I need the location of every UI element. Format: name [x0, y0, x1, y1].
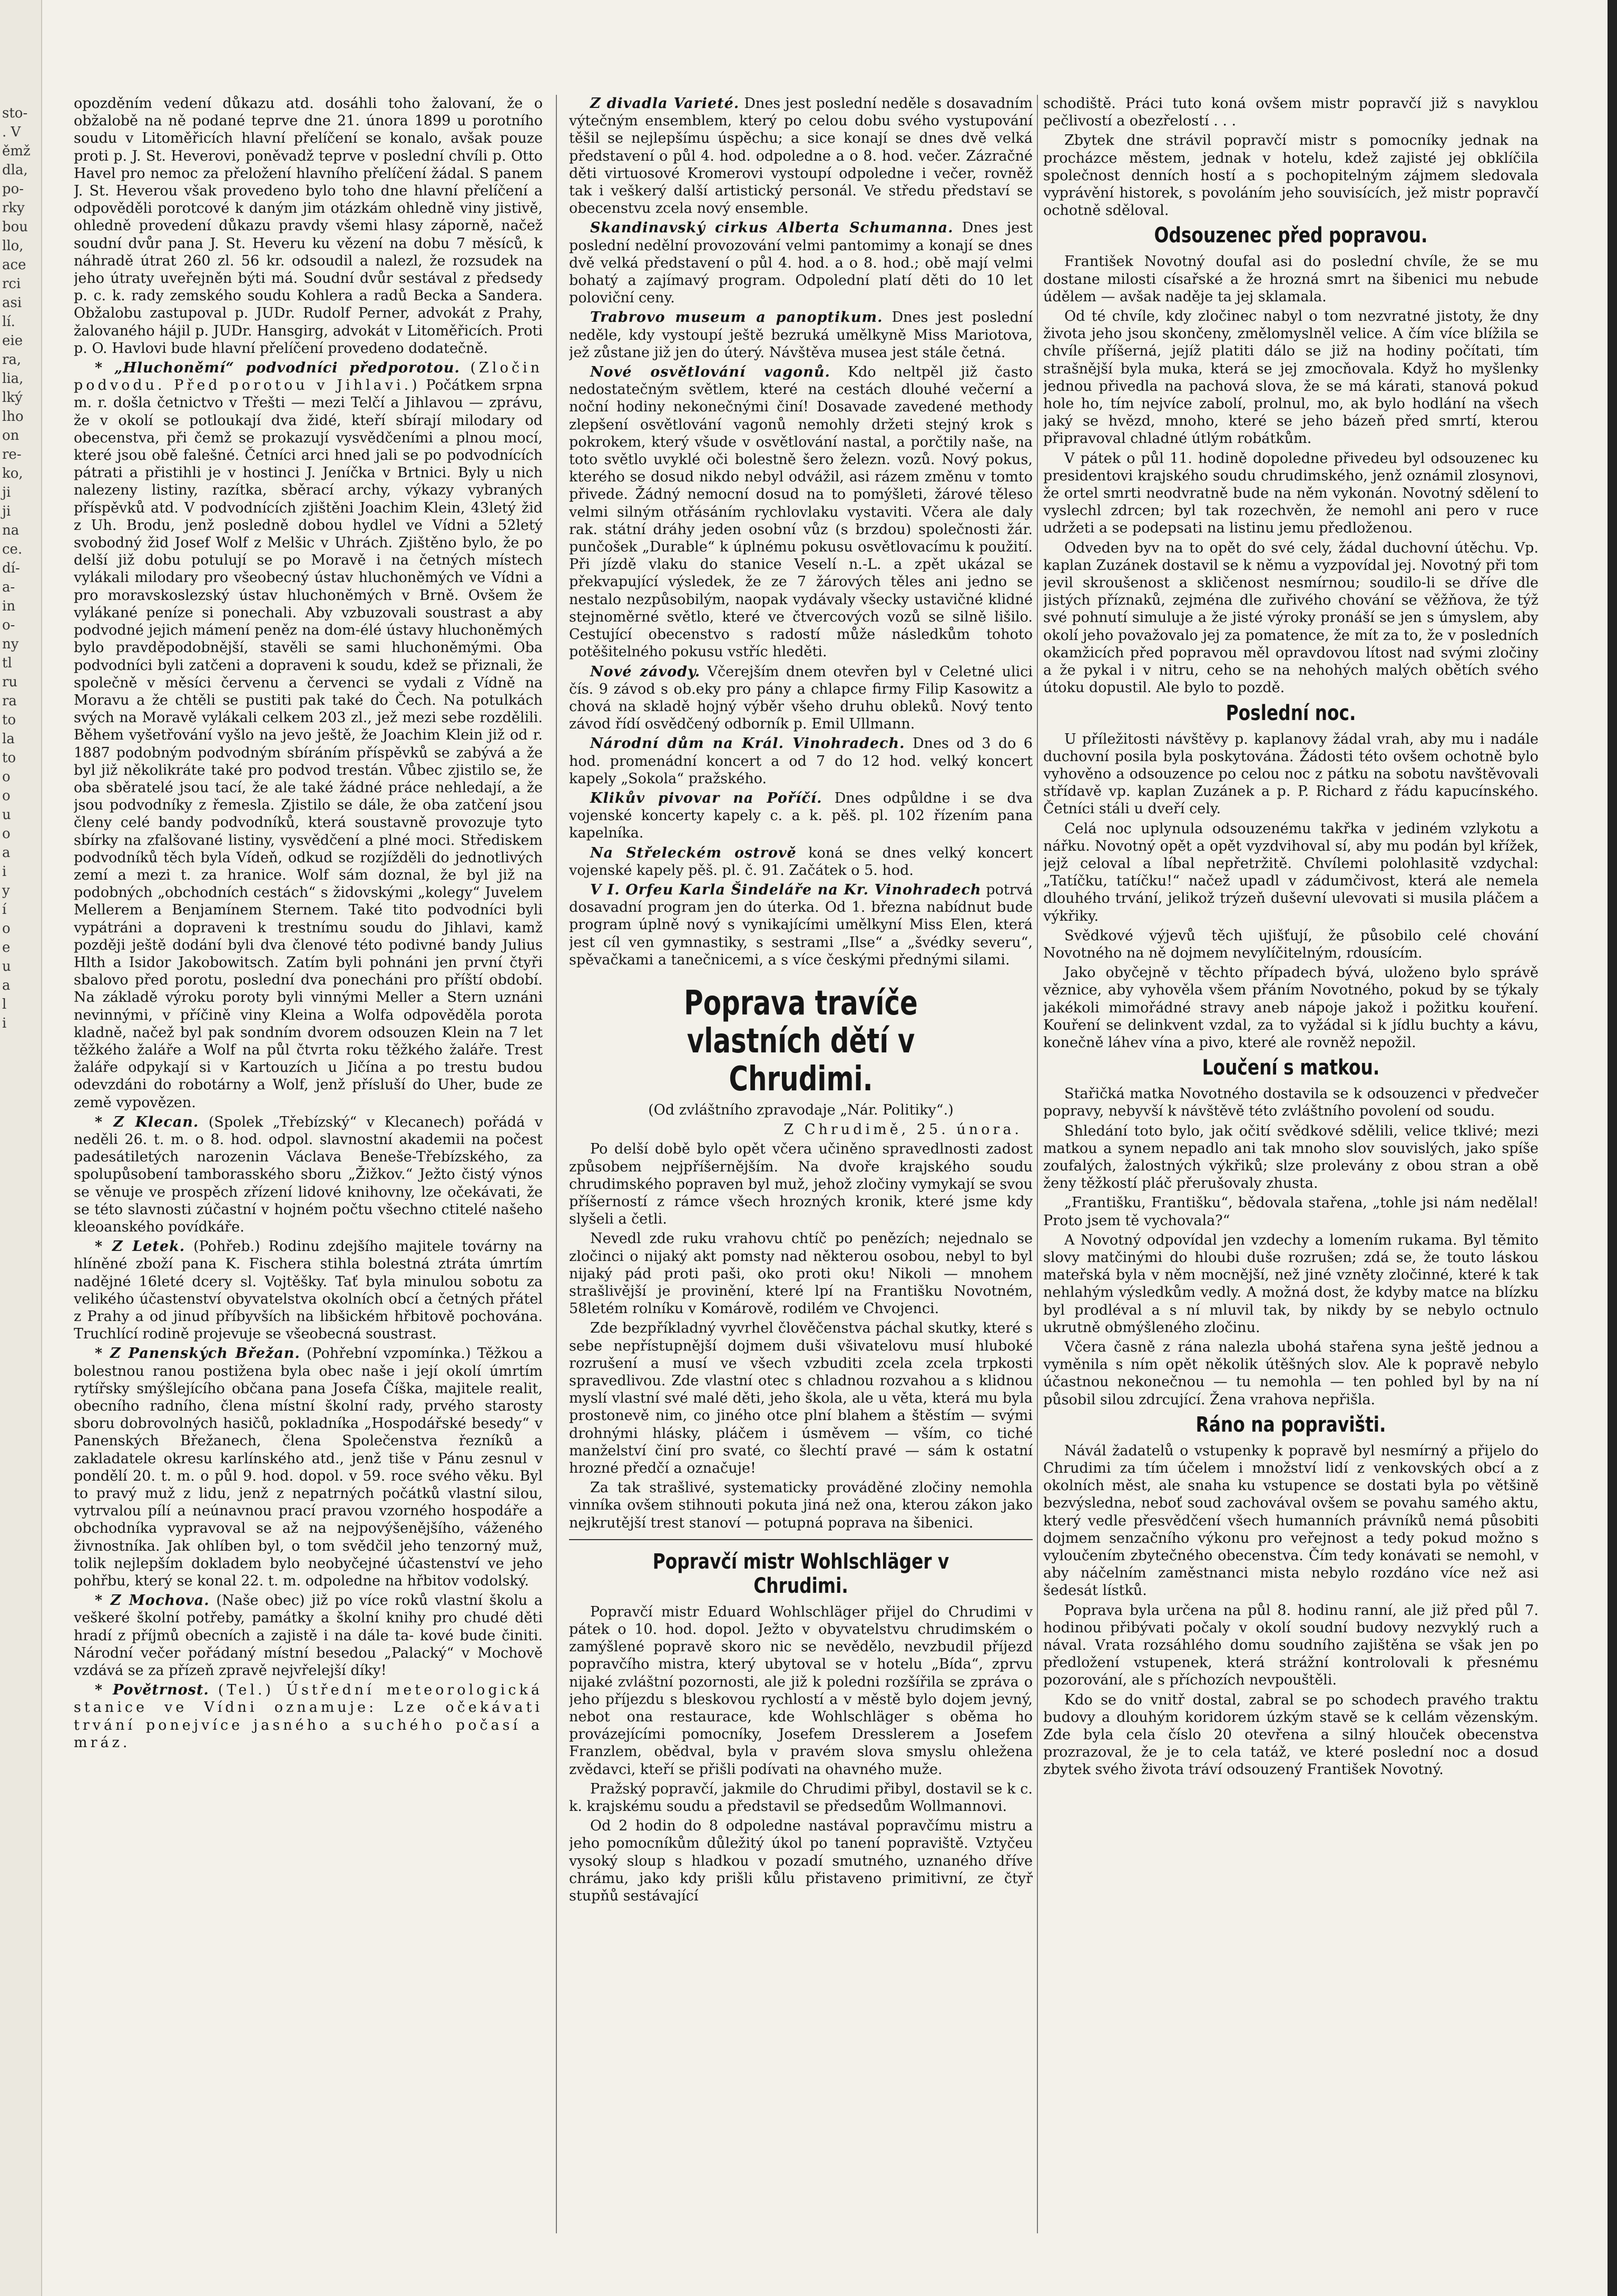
column-rule	[556, 95, 557, 2233]
strip-fragment: i	[2, 1016, 7, 1031]
main-para: Nevedl zde ruku vrahovu chtíč po penězích; nejednalo se zločinci o nijaký akt pomsty nad některou osobou, nebyl to byl nijaký pád proti paši, oko proti oku! Nikoli — mnohem strašlivější je provinění, které lpí na Františku Novotném, 58letém rolníku v Komárově, rodilém ve Chvojenci.	[569, 1230, 1033, 1317]
strip-fragment: ěmž	[2, 143, 31, 159]
strip-fragment: po-	[2, 181, 24, 197]
notice-varieté: Z divadla Varieté. Dnes jest poslední neděle s dosavadním výtečným ensemblem, který po celou dobu svého vystupování těšil se nejlepšímu úspěchu; a sice konají se dnes dvě velká představení o půl 4. hod. odpoledne a o 8. hod. večer. Zázračné děti virtuosové Kromerovi vystoupí odpoledne i večer, rovněž tak i veškerý další artistický personál. Ve středu představí se obecenstvu zcela nový ensemble.	[569, 95, 1033, 217]
section-heading: Popravčí mistr Wohlschläger v Chrudimi.	[652, 1549, 949, 1598]
column-2	[569, 95, 1033, 2244]
strip-fragment: ny	[2, 636, 19, 652]
strip-fragment: ji	[2, 485, 11, 500]
notice-narodni-dum: Národní dům na Král. Vinohradech. Dnes od 3 do 6 hod. promenádní koncert a od 7 do 12 hod. velký koncert kapely „Sokola“ pražského.	[569, 735, 1033, 787]
strip-fragment: lí.	[2, 314, 15, 330]
section-heading: Loučení s matkou.	[1202, 1056, 1380, 1080]
notice-museum: Trabrovo museum a panoptikum. Dnes jest poslední neděle, kdy vystoupí ještě bezruká umělkyně Miss Mariotova, jež zůstane již jen do úterý. Návštěva musea jest stále četná.	[569, 309, 1033, 361]
strip-fragment: ji	[2, 504, 11, 519]
main-para: František Novotný doufal asi do poslední chvíle, že se mu dostane milosti císařské a že hrozná smrt na šibenici mu nebude údělem — avšak naděje ta jej sklamala.	[1043, 253, 1538, 305]
strip-fragment: i	[2, 864, 7, 880]
section-heading: Ráno na popravišti.	[1195, 1412, 1386, 1437]
strip-fragment: ce.	[2, 541, 23, 557]
notice-zavody: Nové závody. Včerejším dnem otevřen byl v Celetné ulici čís. 9 závod s ob.eky pro pány a chlapce firmy Filip Kasowitz a chová na skladě hojný výběr všeho druhu obleků. Nový tento závod řídí osvědčený odborník p. Emil Ullmann.	[569, 663, 1033, 733]
main-para: U příležitosti návštěvy p. kaplanovy žádal vrah, aby mu i nadále duchovní posila byla poskytována. Žádosti této ovšem ochotně bylo vyhověno a odsouzence po celou noc z pátku na sobotu navštěvovali střídavě vp. kaplan Zuzánek a p. P. Richard z řádu kapucínského. Četníci stáli u dveří cely.	[1043, 731, 1538, 817]
strip-fragment: dla,	[2, 162, 28, 178]
strip-fragment: rky	[2, 200, 25, 216]
main-para: Popravčí mistr Eduard Wohlschläger přijel do Chrudimi v pátek o 10. hod. dopol. Ježto v obyvatelstvu chrudimském o zamýšlené popravě skoro nic se nevědělo, nevzbudil příjezd popravčího mistra, který ubytoval se v hotelu „Bída“, zprvu nijaké zvláštní pozornosti, ale již k poledni rozšířila se zpráva o jeho příjezdu s bleskovou rychlostí a v městě bylo dojem jevný, nebot ona restaurace, kde Wohlschläger s oběma ho provázejícími pomocníky, Josefem Dresslerem a Josefem Franzlem, obědval, byla v pravém slova smyslu ohležena zvědavci, kteří se přišli podívati na ohavného muže.	[569, 1603, 1033, 1778]
strip-fragment: í	[2, 902, 7, 918]
strip-fragment: lia,	[2, 371, 24, 387]
strip-fragment: sto-	[2, 105, 28, 121]
article-continuation: opozděním vedení důkazu atd. dosáhli toho žalovaní, že o obžalobě na ně podané teprve dne 21. února 1899 u porotního soudu v Litoměřicích hlavní přelíčení se konalo, avšak pouze proti p. J. St. Heverovi, poněvadž teprve v poslední chvíli p. Otto Havel pro nemoc za přeložení hlavního přelíčení žádal. S panem J. St. Heverou však provedeno bylo toho dne hlavní přelíčení a odpověděli porotcové k daným jim otázkám ohledně viny jistivě, ohledně provedení důkazu pravdy všemi hlasy záporně, načež soudní dvůr pana J. St. Heveru ku vězení na dobu 7 měsíců, k náhradě útrat 260 zl. 56 kr. odsoudil a nalezl, že rozsudek na jeho útraty uveřejněn býti má. Soudní dvůr sestával z předsedy p. c. k. rady zemského soudu Kohlera a radů Becka a Sandera. Obžalobu zastupoval p. JUDr. Rudolf Perner, advokát z Prahy, žalovaného hájil p. JUDr. Hansgirg, advokát v Litoměřicích. Proti p. O. Havlovi bude hlavní přelíčení provedeno dodatečně.	[74, 95, 543, 357]
main-para: Včera časně z rána nalezla ubohá stařena syna ještě jednou a vyměnila s ním opět několik útěšných slov. Ale k popravě nebylo účastnou nekonečnou — tu nemohla — ten pohled byl by na ní působil silou zdrcující. Žena vrahova nepřišla.	[1043, 1339, 1538, 1408]
main-para: V pátek o půl 11. hodině dopoledne přivedeu byl odsouzenec ku presidentovi krajského soudu chrudimského, jenž oznámil zlosynovi, že ortel smrti neodvratně bude na něm vykonán. Novotný sdělení to vyslechl zdrcen; byl tak rozechvěn, že nemohl ani pero v ruce udržeti a se podepsati na listinu jemu předloženou.	[1043, 450, 1538, 537]
main-para: Stařičká matka Novotného dostavila se k odsouzenci v předvečer popravy, nebyvší k návštěvě této zvláštního povolení od soudu.	[1043, 1086, 1538, 1120]
strip-fragment: o	[2, 921, 11, 937]
article-hluchonemi: * „Hluchoněmí“ podvodníci předporotou. (Zločin podvodu. Před porotou v Jihlavi.) Počátkem srpna m. r. došla četnictvo v Třešti — mezi Telčí a Jihlavou — zprávu, že v okolí se potloukají dva židé, kteří sbírají milodary od obecenstva, při čemž se prokazují vysvědčeními a plnou mocí, které jsou obě falešné. Četníci arci hned jali se po podvodnících pátrati a přistihli je v hostinci J. Jeníčka v Brtnici. Byly u nich nalezeny listiny, razítka, sběrací archy, výkazy vybraných příspěvků atd. V podvodnících zjištěni Joachim Klein, 43letý žid z Uh. Brodu, jenž posledně dobou hydlel ve Vídni a 52letý svobodný žid Josef Wolf z Melšic v Uhrách. Zjištěno bylo, že po delší již dobu potulují se po Moravě i na četných místech vylákali milodary pro všeobecný ústav hluchoněmých ve Vídni a pro moravskoslezský ústav hluchoněmých v Brně. Ovšem že vylákané peníze si ponechali. Aby vzbuzovali soustrast a aby podvodné jejich mámení peněz na dom-élé ústavy hluchoněmých bylo pravděpodobnější, stavěli se sami hluchoněmými. Oba podvodníci byli zatčeni a dopraveni k soudu, kdež se přiznali, že společně v měsíci červenu a červenci se vydali z Vídně na Moravu a že chtěli se pustiti pak také do Čech. Na potulkách svých na Moravě vylákali celkem 203 zl., jež mezi sebe rozdělili. Během vyšetřování vyšlo na jevo ještě, že Joachim Klein již od r. 1887 podobným podvodným sbíráním příspěvků se zabývá a že byl již několikráte také pro podvod trestán. Vůbec zjistilo se, že oba sběratelé jsou tací, že ale také žádné práce nehledají, a že jsou podvodníky z řemesla. Zjistilo se dále, že oba zatčení jsou členy celé bandy podvodníků, která soustavně provozuje tyto sbírky na zfalšované listiny, vysvědčení a plné moci. Střediskem podvodníků těch byla Vídeň, odkud se rozjížděli do jednotlivých zemí a mezi t. za hranice. Wolf sám doznal, že byl již na podobných „obchodních cestách“ s židovskými „kolegy“ Juvelem Mellerem a Benjamínem Sternem. Také tito podvodníci byli vypátráni a dopraveni k trestnímu soudu do Jihlavi, kamž později ještě dodání byli dva členové této podivné bandy Julius Hlth a Isidor Jakobowitsch. Zatím byli pohnáni jen první čtyři sbalovo před porotu, poslední dva ponecháni pro příští období. Na základě výroku poroty byli vinnými Meller a Stern uznáni nevinnými, v příčině viny Kleina a Wolfa odpověděla porota kladně, načež byl pak sondním dvorem odsouzen Klein na 7 let těžkého žaláře a Wolf na půl čtvrta roku těžkého žaláře. Trest žaláře odpykají si v Kartouzích u Jičína a po trestu budou odevzdáni do robotárny a Wolf, jenž přísluší do Uher, bude ze země vypovězen.	[74, 360, 543, 1111]
column-1	[74, 95, 543, 2244]
column-3	[1043, 95, 1538, 2244]
strip-fragment: llo,	[2, 238, 24, 254]
article-klecany: * Z Klecan. (Spolek „Třebízský“ v Klecanech) pořádá v neděli 26. t. m. o 8. hod. odpol. slavnostní akademii na počest padesátiletých narozenin Václava Beneše-Třebízského, za spolupůsobení tamborasského sboru „Žižkov.“ Ježto čistý výnos se věnuje ve prospěch zřízení lidové knihovny, lze očekávati, že se této slavnosti zúčastní v hojném počtu všechno ctitelé našeho kleoanského povídkáře.	[74, 1113, 543, 1235]
strip-fragment: in	[2, 598, 16, 614]
strip-fragment: eie	[2, 333, 23, 349]
strip-fragment: o	[2, 769, 11, 785]
strip-fragment: asi	[2, 295, 22, 311]
strip-fragment: la	[2, 731, 15, 747]
main-para: Celá noc uplynula odsouzenému takřka v jediném vzlykotu a nářku. Novotný opět a opět vyzdvihoval sí, aby mu podán byl křížek, jejž celoval a líbal nepřetržitě. Chvílemi polohlasitě vzdychal: „Tatíčku, tatíčku!“ načež upadl v zádumčivost, která ale nemela dlouhého trvání, jelikož trýzeň duševní ulevovati si musila pláčem a výkřiky.	[1043, 820, 1538, 924]
strip-fragment: u	[2, 807, 11, 823]
main-para: Kdo se do vnitř dostal, zabral se po schodech pravého traktu budovy a dlouhým koridorem úzkým stavě se k cellám vězenským. Zde byla cela číslo 20 otevřena a silný hlouček obecenstva prozrazoval, že je to cela tatáž, ve které poslední noc a dosud zbytek svého života tráví odsouzený František Novotný.	[1043, 1691, 1538, 1778]
main-para: Od té chvíle, kdy zločinec nabyl o tom nezvratné jistoty, že dny života jeho jsou skončeny, změlomyslněl velice. A čím více blížila se chvíle příšerná, jejíž platiti dálo se již na hodiny počítati, tím strašnější byla muka, která se jej zmocňovala. Když ho myšlenky jednou přivedla na pachová slova, že se má kárati, stanová pokud hole ho, tím nejvíce zabolí, prolnul, mo, ak bylo hodlání na všech jaký se hvězd, mnoho, které se jeho bázeň před smrtí, kterou připravoval chladné útlým robátkům.	[1043, 308, 1538, 447]
strip-fragment: ra,	[2, 352, 22, 368]
article-letky: * Z Letek. (Pohřeb.) Rodinu zdejšího majitele továrny na hlíněné zboží pana K. Fischera stihla bolestná ztráta úmrtím nadějné 16leté dcery sl. Vojtěšky. Tať byla minulou sobotu za velikého účastenství obyvatelstva okolních obcí a četných přátel z Prahy a od jinud příbyvších na libšickém hřbitově pochována. Truchlící rodině projevuje se všeobecná soustrast.	[74, 1238, 543, 1343]
strip-fragment: na	[2, 523, 19, 538]
section-heading: Poslední noc.	[1226, 701, 1356, 725]
main-para: „Františku, Františku“, bědovala stařena, „tohle jsi nám nedělal! Proto jsem tě vychovala?“	[1043, 1195, 1538, 1229]
strip-fragment: o	[2, 788, 11, 804]
dateline: Z Chrudimě, 25. února.	[783, 1121, 1022, 1138]
section-heading: Odsouzenec před popravou.	[1154, 223, 1428, 248]
strip-fragment: ko,	[2, 466, 23, 481]
notice-strelecky: Na Střeleckém ostrově koná se dnes velký koncert vojenské kapely pěš. pl. č. 91. Začátek o 5. hod.	[569, 844, 1033, 879]
main-para: Návál žadatelů o vstupenky k popravě byl nesmírný a přijelo do Chrudimi za tím účelem i množství lidí z venkovských obcí a z okolních měst, ale snaha ku vstupence se dostati byla po většině bezvýsledna, neboť soud zachovával ovšem se povahu samého aktu, který vedle přesvědčení všech humanních právníků nemá působiti dojmem senzačního výkonu pro veřejnost a tedy pokud možno s vyloučením zbytečného obecenstva. Čím tedy konávati se nemohl, v aby náčelním zaměstnanci mista nebylo rozdáno více než asi šedesát lístků.	[1043, 1442, 1538, 1599]
strip-fragment: rci	[2, 276, 21, 292]
main-para: Za tak strašlivé, systematicky prováděné zločiny nemohla vinníka ovšem stihnouti pokuta jiná než ona, kterou zákon jako nejkrutější trest stanoví — potupná poprava na šibenici.	[569, 1480, 1033, 1531]
main-para: schodiště. Práci tuto koná ovšem mistr popravčí již s navyklou pečlivostí a obezřelostí . . .	[1043, 95, 1538, 130]
strip-fragment: a	[2, 845, 11, 861]
article-panenske-brezany: * Z Panenských Břežan. (Pohřební vzpomínka.) Těžkou a bolestnou ranou postižena byla obec naše i její okolí úmrtím rytířsky smýšlejícího občana pana Josefa Číška, majitele realit, obecního radního, člena místní školní rady, prvého starosty sboru dobrovolných hasičů, pokladníka „Hospodářské besedy“ v Panenských Břežanech, člena Společenstva řezníků a zakladatele okresu karlínského atd., jenž tiše v Pánu zesnul v pondělí 20. t. m. o půl 9. hod. dopol. v 59. roce svého věku. Byl to pravý muž z lidu, jenž z nepatrných počátků vlastní silou, vytrvalou pílí a neúnavnou prací pravou vzorného hospodáře a obchodníka vypravoval se až na nejpovýšenějšího, váženého živnostníka. Jak ohlíben byl, o tom svědčil jeho tenzorný muž, tolik nejlepším dokladem bylo neobyčejné účastenství ve jeho pohřbu, který se konal 22. t. m. odpoledne na hřbitov vodolský.	[74, 1345, 543, 1590]
notice-cirkus: Skandinavský cirkus Alberta Schumanna. Dnes jest poslední nedělní provozování velmi pantomimy a konají se dnes dvě velká představení o půl 4. hod. a o 8. hod.; obě mají velmi bohatý a zajímavý program. Odpolední platí děti do 10 let poloviční ceny.	[569, 220, 1033, 307]
main-para: Odveden byv na to opět do své cely, žádal duchovní útěchu. Vp. kaplan Zuzánek dostavil se k němu a vyzpovídal jej. Novotný při tom jevil skroušenost a skličenost nesmírnou; soudilo-li se dříve dle jistých příznaků, zejména dle zuřivého chování se věžňova, že týž své pohnutí simuluje a že jisté výroky pronáší se jen s úmyslem, aby okolí jeho považovalo jej za pomatence, že mít za to, že v posledních okamžicích před popravou měl opravdovou lítost nad svými zločiny a že pykal i v nitru, ceho se na nehohých malých obětích svého útoku dopustil. Ale bylo to pozdě.	[1043, 539, 1538, 696]
strip-fragment: o-	[2, 617, 15, 633]
notice-orfeum: V I. Orfeu Karla Šindeláře na Kr. Vinohradech potrvá dosavadní program jen do úterka. Od 1. března nabídnut bude program úplně nový s vynikajícími umělkyní Miss Elen, která jest cíl ven gymnastiky, s sestrami „Ilse“ a „švédky severu“, spěvačkami a tanečnicemi, a s více českými přednými silami.	[569, 881, 1033, 968]
strip-fragment: lho	[2, 409, 24, 425]
strip-fragment: re-	[2, 447, 22, 462]
strip-fragment: tl	[2, 655, 12, 671]
strip-fragment: . V	[2, 124, 21, 140]
divider	[569, 1539, 1033, 1540]
strip-fragment: y	[2, 883, 10, 899]
strip-fragment: to	[2, 712, 16, 728]
main-para: Jako obyčejně v těchto případech bývá, uloženo bylo správě věznice, aby vyhověla všem přáním Novotného, pokud by se týkaly jakékoli mimořádné stravy aneb nápoje jakož i požitku kouření. Kouření se delinkvent vzdal, za to vyžádal si k jídlu buchty a kávu, konečně láhev vína a pivo, které ale rovněž nepožil.	[1043, 964, 1538, 1051]
main-para: Shledání toto bylo, jak očití svědkové sdělili, velice tklivé; mezi matkou a synem nepadlo ani tak mnoho slov souvislých, jako spíše zoufalých, žalostných výkřiků; slze prolevány z obou stran a obě ženy těžkostí pláč přerušovaly zhusta.	[1043, 1122, 1538, 1192]
main-para: Od 2 hodin do 8 odpoledne nastával popravčímu mistru a jeho pomocníkům důležitý úkol po tanení popraviště. Vztyčeu vysoký sloup s hladkou v pozadí smutného, uznaného dříve chrámu, jako kdy prišli kůlu přistaveno primitivní, ze čtyř stupňů sestávající	[569, 1818, 1033, 1905]
strip-fragment: on	[2, 428, 19, 444]
article-mochov: * Z Mochova. (Naše obec) již po více roků vlastní školu a veškeré školní potřeby, památky a školní knihy pro chudé děti hradí z příjmů obecních a zajistě i na dále ta- kové bude činiti. Národní večer pořádaný místní besedou „Palacký“ v Mochově vzdává se za přízeň zpravě nejvřelejší díky!	[74, 1592, 543, 1679]
main-para: Po delší době bylo opět včera učiněno spravedlnosti zadost způsobem nejpříšernějším. Na dvoře krajského soudu chrudimského popraven byl muž, jehož zločiny vymykají se svou příšerností z rámce všech hrozných kronik, které jsme kdy slyšeli a četli.	[569, 1141, 1033, 1228]
adjacent-page-fragment	[0, 0, 42, 2296]
strip-fragment: a-	[2, 579, 15, 595]
article-povetrnost: * Povětrnost. (Tel.) Ústřední meteorologická stanice ve Vídni oznamuje: Lze očekávati trvání ponejvíce jasného a suchého počasí a mráz.	[74, 1682, 543, 1751]
strip-fragment: to	[2, 750, 16, 766]
strip-fragment: dí-	[2, 560, 20, 576]
strip-fragment: ace	[2, 257, 26, 273]
main-para: Svědkové výjevů těch ujišťují, že působilo celé chování Novotného na ně dojmem nevylíčitelným, rdousícím.	[1043, 927, 1538, 961]
byline: (Od zvláštního zpravodaje „Nár. Politiky“.)	[648, 1101, 954, 1118]
strip-fragment: u	[2, 959, 11, 974]
strip-fragment: e	[2, 940, 11, 955]
main-para: Pražský popravčí, jakmile do Chrudimi přibyl, dostavil se k c. k. krajskému soudu a představil se předsedům Wollmannovi.	[569, 1780, 1033, 1815]
strip-fragment: l	[2, 997, 7, 1012]
strip-fragment: lký	[2, 390, 23, 406]
strip-fragment: ra	[2, 693, 17, 709]
strip-fragment: o	[2, 826, 11, 842]
main-para: Poprava byla určena na půl 8. hodinu ranní, ale již před půl 7. hodinou přibývati počaly v okolí soudní budovy nezvyklý ruch a nával. Vrata rozsáhlého domu soudního zajištěna se však jen po předložení vstupenek, která strážní kontrolovali k přesnému pozorování, ale s příchozích nevpouštěli.	[1043, 1602, 1538, 1689]
main-para: A Novotný odpovídal jen vzdechy a lomením rukama. Byl těmito slovy matčinými do hloubi duše rozrušen; zdá se, že touto láskou mateřská byla v něm mocnější, než jiné vzněty zločinné, které k tak nehlahým výsledkům vedly. A možná dost, že kdyby matce na blízku byl prodléval a s ní mluvil tak, by nikdy by se nebylo octnulo ukrutně obmýšleného zločinu.	[1043, 1231, 1538, 1336]
main-para: Zbytek dne strávil popravčí mistr s pomocníky jednak na procházce městem, jednak v hotelu, kdež zajisté jej obklíčila společnost denních hostí a s pochopitelným zájmem sledovala vyprávění historek, s povoláním jeho souvisících, jež mistr popravčí ochotně sděloval.	[1043, 132, 1538, 219]
strip-fragment: ru	[2, 674, 18, 690]
notice-pivovar: Klikův pivovar na Poříčí. Dnes odpůldne i se dva vojenské koncerty kapely c. a k. pěš. pl. 102 řízením pana kapelníka.	[569, 790, 1033, 842]
strip-fragment: a	[2, 978, 11, 993]
column-rule	[1037, 95, 1038, 2233]
notice-vagony: Nové osvětlování vagonů. Kdo neltpěl již často nedostatečným světlem, které na cestách dlouhé večerní a noční hodiny nekonečnými činí! Dosavade zavedené methody zlepšení osvětlování vagonů nemohly držeti stejný krok s pokrokem, který všude v osvětlování nastal, a porčtily naše, na toto světlo uvyklé oči bolestně šero železn. vozů. Nový pokus, kterého se dosud nikdo nebyl odvážil, asi rázem změnu v tomto přivede. Žádný nemocní dosud na to pomýšleti, žárové těleso velmi silným otřásáním rychlovlaku vystaviti. Včera ale daly rak. státní dráhy jeden osobní vůz (s brzdou) společnosti žár. punčošek „Durable“ k úplnému pokusu osvětlovacímu k použití. Při jízdě vlaku do stanice Veselí n.-L. a zpět ukázal se překvapující výsledek, že ze 7 žárových těles ani jedno se nestalo nezpůsobilým, naopak vydávaly všecky ustavičné klidné stejnoměrné světlo, které ve čtvercových vozů se silně lišilo. Cestující obecenstvo s radostí může následkům tohoto potěšitelného pokusu vstříc hleděti.	[569, 364, 1033, 661]
page-edge	[1608, 0, 1617, 2296]
main-para: Zde bezpříkladný vyvrhel člověčenstva páchal skutky, které s sebe nepřístupnější dojmem duši všivatelovu musí hluboké rozrušení a musí ve všech vzbuditi zcela zcela trpkosti spravedlivou. Zde vlastní otec s chladnou rozvahou a s klidnou myslí vlastní své malé děti, jeho škola, ale u věta, která mu byla prostonevě nim, co jiného otce plní blahem a štěstím — svými drohnými hlásky, pláčem i úsměvem — vším, co tiché manželství činí pro svaté, co šlechtí pravé — sám k ostatní hrozné předčí a označuje!	[569, 1320, 1033, 1477]
strip-fragment: bou	[2, 219, 28, 235]
main-headline: Poprava travíče vlastních dětí v Chrudimi.	[684, 983, 918, 1099]
